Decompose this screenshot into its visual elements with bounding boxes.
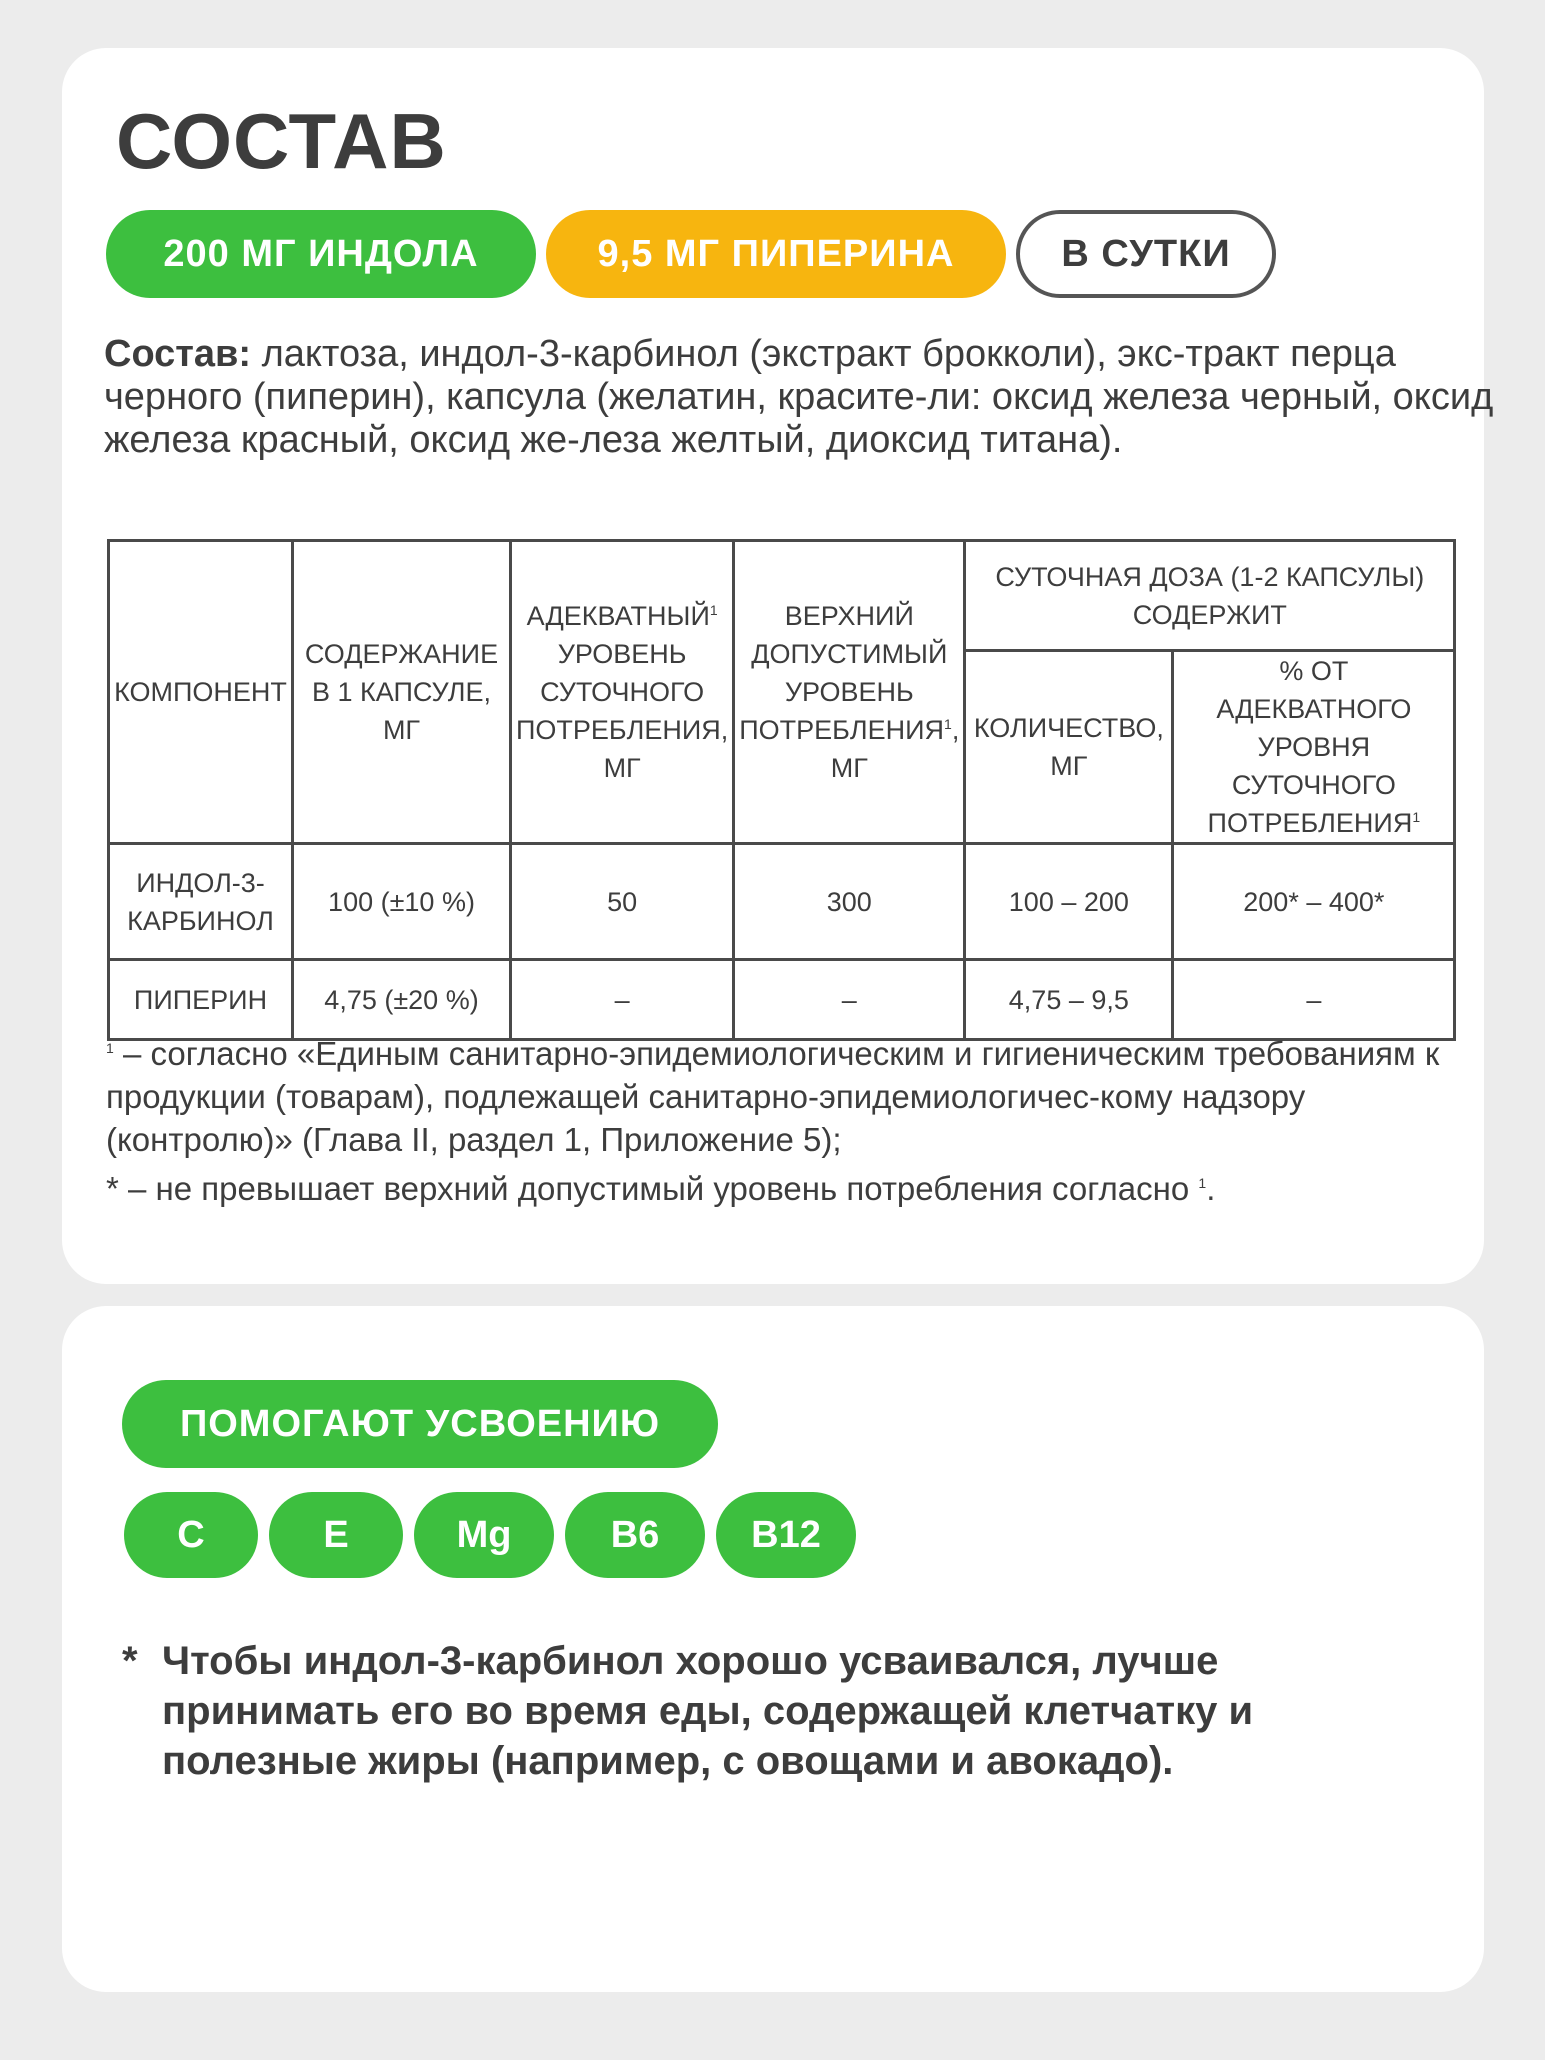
row-component: ПИПЕРИН: [109, 960, 293, 1040]
vitamin-list: [124, 1492, 856, 1578]
row-adequate: –: [511, 960, 734, 1040]
header-daily-dose: СУТОЧНАЯ ДОЗА (1-2 КАПСУЛЫ) СОДЕРЖИТ: [965, 541, 1455, 651]
note-text: Чтобы индол-3-карбинол хорошо усваивался, лучше принимать его во время еды, содержащей клетчатку и полезные жиры (например, с овощами и авокадо).: [162, 1639, 1254, 1783]
magnesium-badge: Mg: [414, 1492, 554, 1578]
footnote-2-end: .: [1206, 1170, 1216, 1207]
header-percent-footnote: 1: [1412, 809, 1421, 825]
absorption-card: [62, 1306, 1484, 1992]
table-row: [109, 844, 1455, 960]
header-upper-rest: , МГ: [830, 715, 960, 783]
indole-dose-badge: 200 МГ ИНДОЛА: [106, 210, 536, 298]
row-component: ИНДОЛ-3-КАРБИНОЛ: [109, 844, 293, 960]
note-asterisk: *: [122, 1639, 138, 1683]
dosage-pills: [106, 210, 1276, 298]
piperine-dose-badge: 9,5 МГ ПИПЕРИНА: [546, 210, 1006, 298]
nutrition-table-wrap: [107, 539, 1456, 1041]
composition-label: Состав:: [104, 333, 252, 375]
header-percent-title: % ОТ АДЕКВАТНОГО УРОВНЯ СУТОЧНОГО ПОТРЕБЛЕНИЯ: [1207, 656, 1413, 838]
row-percent: –: [1173, 960, 1455, 1040]
page-title: СОСТАВ: [116, 97, 447, 185]
row-content: 4,75 (±20 %): [293, 960, 511, 1040]
header-adequate-footnote: 1: [709, 602, 718, 618]
header-content: СОДЕРЖАНИЕ В 1 КАПСУЛЕ, МГ: [293, 541, 511, 844]
row-upper: –: [734, 960, 965, 1040]
footnote-2: [106, 1167, 1486, 1210]
header-upper: [734, 541, 965, 844]
vitamin-b6-badge: B6: [565, 1492, 705, 1578]
row-adequate: 50: [511, 844, 734, 960]
header-adequate: [511, 541, 734, 844]
footnote-2-text: * – не превышает верхний допустимый уровень потребления согласно: [106, 1170, 1199, 1207]
per-day-badge: В СУТКИ: [1016, 210, 1276, 298]
header-adequate-title: АДЕКВАТНЫЙ: [526, 601, 710, 631]
header-quantity: КОЛИЧЕСТВО, МГ: [965, 651, 1173, 844]
absorption-note: [122, 1636, 1322, 1786]
nutrition-table: [107, 539, 1456, 1041]
row-upper: 300: [734, 844, 965, 960]
composition-card: [62, 48, 1494, 1284]
row-quantity: 100 – 200: [965, 844, 1173, 960]
row-percent: 200* – 400*: [1173, 844, 1455, 960]
table-row: [109, 960, 1455, 1040]
header-upper-footnote: 1: [944, 716, 952, 732]
header-upper-title: ВЕРХНИЙ ДОПУСТИМЫЙ УРОВЕНЬ ПОТРЕБЛЕНИЯ: [739, 601, 948, 745]
row-content: 100 (±10 %): [293, 844, 511, 960]
footnote-2-mark: 1: [1198, 1175, 1207, 1191]
header-adequate-rest: УРОВЕНЬ СУТОЧНОГО ПОТРЕБЛЕНИЯ, МГ: [516, 639, 729, 783]
vitamin-c-badge: C: [124, 1492, 258, 1578]
composition-text: [104, 333, 1494, 462]
composition-ingredients: лактоза, индол-3-карбинол (экстракт брокколи), экс-тракт перца черного (пиперин), капсула (желатин, красите-ли: оксид железа черный, оксид железа красный, оксид же-леза желтый, диоксид титана).: [104, 333, 1494, 461]
footnote-1: [106, 1032, 1486, 1161]
footnote-1-text: – согласно «Единым санитарно-эпидемиологическим и гигиеническим требованиям к продукции (товарам), подлежащей санитарно-эпидемиологичес-кому надзору (контролю)» (Глава II, раздел 1, Приложение 5);: [106, 1035, 1440, 1158]
vitamin-b12-badge: B12: [716, 1492, 856, 1578]
vitamin-e-badge: E: [269, 1492, 403, 1578]
row-quantity: 4,75 – 9,5: [965, 960, 1173, 1040]
footnotes: [106, 1032, 1486, 1210]
footnote-1-mark: 1: [106, 1040, 114, 1056]
absorption-badge: ПОМОГАЮТ УСВОЕНИЮ: [122, 1380, 718, 1468]
header-component: КОМПОНЕНТ: [109, 541, 293, 844]
header-percent: [1173, 651, 1455, 844]
